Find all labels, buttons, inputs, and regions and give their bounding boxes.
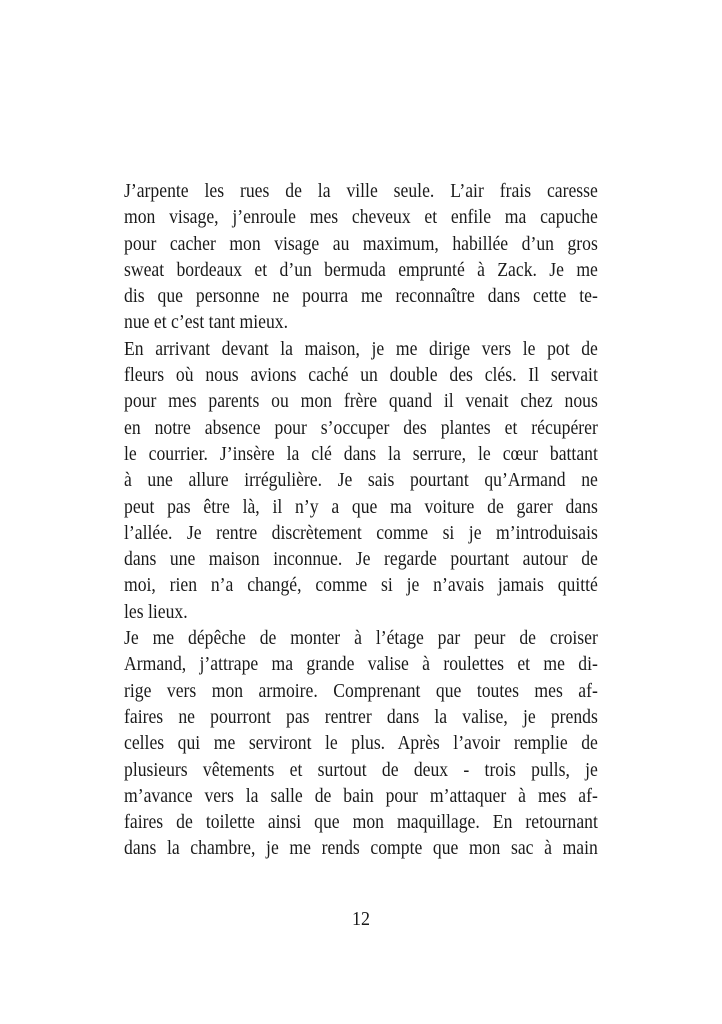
text-line: dans la chambre, je me rends compte que mon sac à main xyxy=(124,837,598,860)
body-text xyxy=(124,178,598,862)
text-line: sweat bordeaux et d’un bermuda emprunté à Zack. Je me xyxy=(124,258,598,281)
text-line: nue et c’est tant mieux. xyxy=(124,311,289,334)
text-line: Armand, j’attrape ma grande valise à roulettes et me di- xyxy=(124,653,598,676)
text-line: J’arpente les rues de la ville seule. L’air frais caresse xyxy=(124,180,598,202)
text-line: faires ne pourront pas rentrer dans la valise, je prends xyxy=(124,705,598,728)
text-line: dans une maison inconnue. Je regarde pourtant autour de xyxy=(124,548,598,571)
text-line: à une allure irrégulière. Je sais pourtant qu’Armand ne xyxy=(124,469,598,492)
text-line: celles qui me serviront le plus. Après l’avoir remplie de xyxy=(124,732,598,755)
text-line: m’avance vers la salle de bain pour m’attaquer à mes af- xyxy=(124,784,598,807)
text-line: mon visage, j’enroule mes cheveux et enfile ma capuche xyxy=(124,206,598,229)
text-line: les lieux. xyxy=(124,600,188,623)
text-line: dis que personne ne pourra me reconnaître dans cette te- xyxy=(124,285,598,308)
text-line: pour mes parents ou mon frère quand il venait chez nous xyxy=(124,390,598,413)
page-number: 12 xyxy=(352,908,370,930)
text-line: peut pas être là, il n’y a que ma voiture de garer dans xyxy=(124,495,598,518)
text-line: En arrivant devant la maison, je me dirige vers le pot de xyxy=(124,337,598,360)
text-line: l’allée. Je rentre discrètement comme si je m’introduisais xyxy=(124,521,598,544)
text-line: fleurs où nous avions caché un double des clés. Il servait xyxy=(124,364,598,387)
text-line: le courrier. J’insère la clé dans la serrure, le cœur battant xyxy=(124,442,598,465)
text-line: pour cacher mon visage au maximum, habillée d’un gros xyxy=(124,232,598,255)
text-line: rige vers mon armoire. Comprenant que toutes mes af- xyxy=(124,679,598,702)
text-line: faires de toilette ainsi que mon maquillage. En retournant xyxy=(124,811,598,834)
text-line: plusieurs vêtements et surtout de deux - trois pulls, je xyxy=(124,758,598,781)
text-line: Je me dépêche de monter à l’étage par peur de croiser xyxy=(124,627,598,650)
text-line: moi, rien n’a changé, comme si je n’avais jamais quitté xyxy=(124,574,598,597)
text-line: en notre absence pour s’occuper des plantes et récupérer xyxy=(124,416,598,439)
